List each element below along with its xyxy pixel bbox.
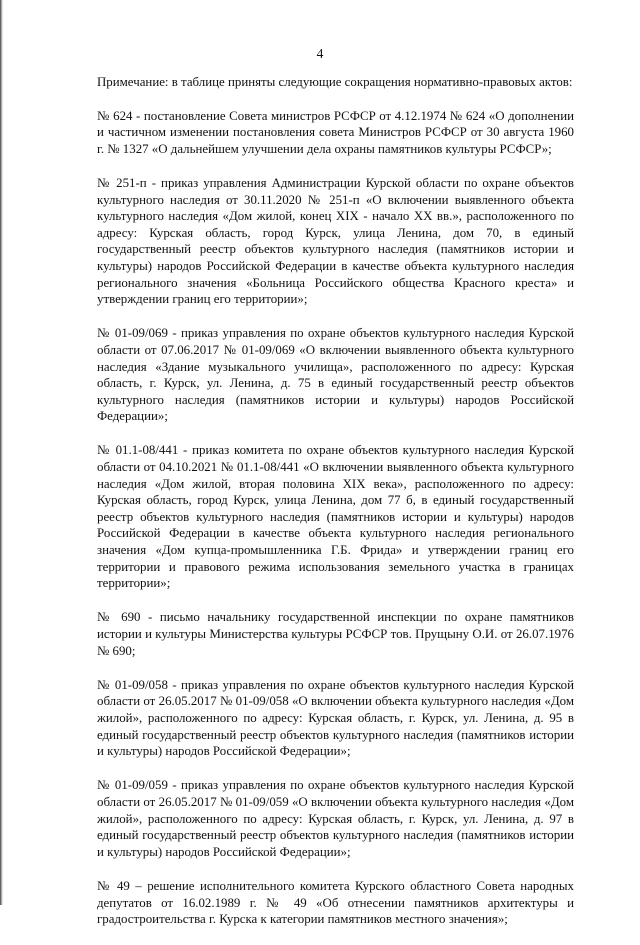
abbreviation-entry [97,609,574,659]
document-body [97,74,574,945]
abbreviation-entry [97,175,574,308]
abbreviation-entry [97,442,574,591]
act-code: № 690 [97,610,141,625]
abbreviation-entry [97,878,574,928]
act-code: № 01.1-08/441 [97,443,179,458]
act-code: № 624 [97,108,133,123]
act-code: № 49 [97,878,130,893]
page-number: 4 [316,46,324,61]
act-description: - приказ управления по охране объектов культурного наследия Курской области от 26.05.2017 № 01-09/058 «О включении объекта культурного наследия «Дом жилой», расположенного по адресу: Курская область, г. Курск, ул. Ленина, д. 95 в единый государственный реестр объектов культурного наследия (памятников истории и культуры) народов Российской Федерации»; [97,677,574,759]
scan-edge [0,0,3,905]
act-description: - письмо начальнику государственной инспекции по охране памятников истории и культуры Министерства культуры РСФСР тов. Прущыну О.И. от 26.07.1976 № 690; [97,610,575,658]
abbreviation-entry [97,325,574,425]
abbreviation-entry [97,108,574,158]
act-description: - приказ управления Администрации Курской области по охране объектов культурного наследия от 30.11.2020 № 251-п «О включении выявленного объекта культурного наследия «Дом жилой, конец XIX - начало XX вв.», расположенного по адресу: Курская область, город Курск, улица Ленина, дом 70, в единый государственный реестр объектов культурного наследия (памятников истории и культуры) народов Российской Федерации в качестве объекта культурного наследия регионального значения «Больница Российского общества Красного креста» и утверждении границ его территории»; [97,175,574,307]
abbreviation-entry [97,677,574,760]
act-description: – решение исполнительного комитета Курского областного Совета народных депутатов от 16.02.1989 г. № 49 «Об отнесении памятников архитектуры и градостроительства г. Курска к категории памятников местного значения»; [97,878,574,927]
act-code: № 01-09/059 [97,778,168,793]
act-code: № 01-09/069 [97,326,168,341]
act-description: - постановление Совета министров РСФСР от 4.12.1974 № 624 «О дополнении и частичном изменении постановления совета Министров РСФСР от 30 августа 1960 г. № 1327 «О дальнейшем улучшении дела охраны памятников культуры РСФСР»; [97,108,574,156]
act-code: № 251-п [97,175,147,190]
abbreviation-entry [97,777,574,860]
act-code: № 01-09/058 [97,677,168,692]
act-description: - приказ управления по охране объектов культурного наследия Курской области от 07.06.2017 № 01-09/069 «О включении выявленного объекта культурного наследия «Здание музыкального училища», расположенного по адресу: Курская область, г. Курск, ул. Ленина, д. 75 в единый государственный реестр объектов культурного наследия (памятников истории и культуры) народов Российской Федерации»; [97,326,574,424]
act-description: - приказ комитета по охране объектов культурного наследия Курской области от 04.10.2021 № 01.1-08/441 «О включении выявленного объекта культурного наследия «Дом жилой, вторая половина XIX века», расположенного по адресу: Курская область, город Курск, улица Ленина, дом 77 б, в единый государственный реестр объектов культурного наследия (памятников истории и культуры) народов Российской Федерации в качестве объекта культурного наследия регионального значения «Дом купца-промышленника Г.Б. Фрида» и утверждении границ его территории и правового режима использования земельного участка в границах территории»; [97,443,574,591]
act-description: - приказ управления по охране объектов культурного наследия Курской области от 26.05.2017 № 01-09/059 «О включении объекта культурного наследия «Дом жилой», расположенного по адресу: Курская область, г. Курск, ул. Ленина, д. 97 в единый государственный реестр объектов культурного наследия (памятников истории и культуры) народов Российской Федерации»; [97,778,574,859]
note-paragraph: Примечание: в таблице приняты следующие сокращения нормативно-правовых актов: [97,75,573,89]
